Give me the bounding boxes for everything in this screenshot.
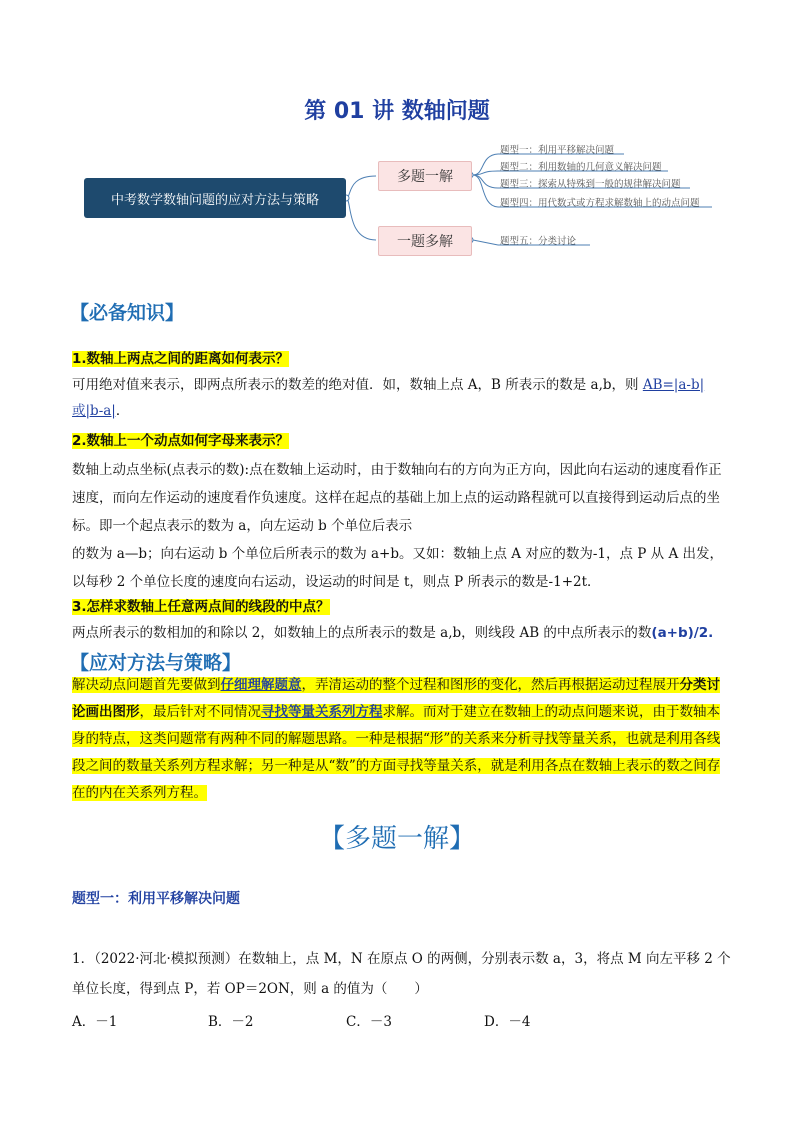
p1-text: 可用绝对值来表示，即两点所表示的数差的绝对值．如，数轴上点 A，B 所表示的数是 a,b，则	[72, 377, 643, 393]
mind-map-leaf: 题型二：利用数轴的几何意义解决问题	[500, 162, 662, 173]
strategy-text-2: ，弄清运动的整个过程和图形的变化，然后再根据运动过程展开	[301, 677, 680, 693]
mind-map-root: 中考数学数轴问题的应对方法与策略	[84, 178, 346, 218]
p3-text: 两点所表示的数相加的和除以 2，如数轴上的点所表示的数是 a,b，则线段 AB 的中点所表示的数	[72, 625, 652, 641]
problem-type-1: 题型一：利用平移解决问题	[72, 891, 240, 907]
mind-map-leaf: 题型一：利用平移解决问题	[500, 145, 615, 156]
knowledge-p2b: 的数为 a—b；向右运动 b 个单位后所表示的数为 a+b。又如：数轴上点 A 对应的数为-1，点 P 从 A 出发，以每秒 2 个单位长度的速度向右运动，设运动的时间是 t，则点 P 所表示的数是-1+2t．	[72, 546, 723, 590]
mind-map-leaf: 题型五：分类讨论	[500, 236, 577, 247]
p1-end: ．	[115, 403, 130, 419]
question-1: 1．（2022·河北·模拟预测）在数轴上，点 M，N 在原点 O 的两侧，分别表示数 a，3，将点 M 向左平移 2 个单位长度，得到点 P，若 OP＝2ON，则 a 的值为（ ）	[72, 951, 731, 997]
strategy-key-1: 仔细理解题意	[220, 677, 302, 693]
knowledge-p1	[72, 372, 732, 424]
knowledge-q2	[72, 428, 732, 454]
knowledge-p3	[72, 620, 732, 646]
choice-b[interactable]: B．－2	[208, 1014, 254, 1030]
knowledge-q3	[72, 594, 732, 620]
strategy-key-3: 寻找等量关系列方程	[261, 704, 383, 720]
knowledge-p2: 数轴上动点坐标(点表示的数):点在数轴上运动时，由于数轴向右的方向为正方向，因此向右运动的速度看作正速度，而向左作运动的速度看作负速度。这样在起点的基础上加上点的运动路程就可以直接得到运动后点的坐标。即一个起点表示的数为 a，向左运动 b 个单位后表示	[72, 462, 722, 534]
p3-formula: (a+b)/2.	[651, 625, 714, 641]
q2-text: 2.数轴上一个动点如何字母来表示？	[72, 433, 290, 449]
choice-c[interactable]: C．－3	[346, 1014, 392, 1030]
strategy-text-1: 解决动点问题首先要做到	[72, 677, 221, 693]
p1-formula: AB=|a-b|	[642, 377, 705, 393]
mind-map-leaf: 题型四：用代数式或方程求解数轴上的动点问题	[500, 198, 700, 209]
p1-formula-alt: 或|b-a|	[72, 403, 116, 419]
q3-text: 3.怎样求数轴上任意两点间的线段的中点？	[72, 599, 330, 615]
strategy-text-3: ，最后针对不同情况	[139, 704, 261, 720]
choice-d[interactable]: D．－4	[484, 1014, 531, 1030]
q1-text: 1.数轴上两点之间的距离如何表示？	[72, 351, 290, 367]
mind-map-branch-1: 多题一解	[378, 161, 472, 191]
mind-map-leaf: 题型三：探索从特殊到一般的规律解决问题	[500, 179, 681, 190]
strategy-text-4: 求解。而对于建立在数轴上的动点问题来说，由于数轴本身的特点，这类问题常有两种不同的解题思路。一种是根据“形”的关系来分析寻找等量关系，也就是利用各线段之间的数量关系列方程求解；另一种是从“数”的方面寻找等量关系，就是利用各点在数轴上表示的数之间存在的内在关系列方程。	[72, 704, 721, 801]
choice-a[interactable]: A．－1	[72, 1014, 118, 1030]
section-header-strategy: 【应对方法与策略】	[70, 652, 242, 674]
mind-map-branch-2: 一题多解	[378, 226, 472, 256]
strategy-paragraph	[72, 672, 732, 807]
knowledge-q1	[72, 346, 732, 372]
section-header-knowledge: 【必备知识】	[70, 302, 185, 324]
page-title: 第 01 讲 数轴问题	[304, 99, 490, 124]
section-header-multi: 【多题一解】	[318, 824, 475, 854]
strategy-key-2: 分类讨论画出图形	[72, 677, 720, 720]
